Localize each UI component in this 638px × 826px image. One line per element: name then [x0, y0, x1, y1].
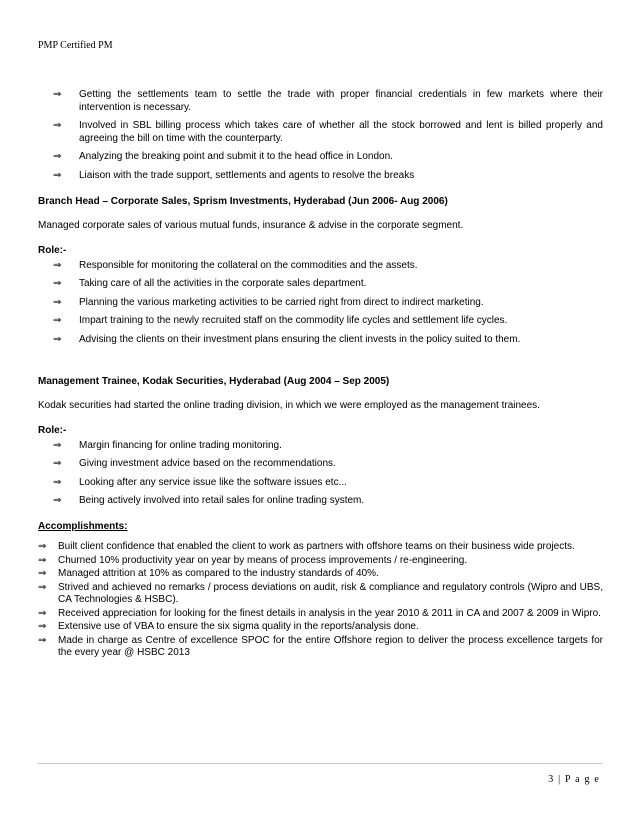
footer-divider [38, 763, 603, 764]
list-item: ⇒ Extensive use of VBA to ensure the six sigma quality in the reports/analysis done. [38, 621, 419, 632]
list-item: ⇒ Margin financing for online trading monitoring. [53, 439, 282, 451]
list-item: ⇒ Built client confidence that enabled the client to work as partners with offshore teams on their business wide projects. [38, 541, 575, 552]
list-item: ⇒ Involved in SBL billing process which takes care of whether all the stock borrowed and lent is billed properly and agreeing the bill on time with the counterparty. [53, 120, 603, 144]
list-item: ⇒ Taking care of all the activities in the corporate sales department. [53, 278, 367, 289]
arrow-icon: ⇒ [53, 278, 62, 289]
role-list [38, 440, 603, 508]
accomplishments-label: Accomplishments: [38, 520, 128, 532]
list-item: ⇒ Advising the clients on their investment plans ensuring the client invests in the policy suited to them. [53, 333, 521, 345]
list-item: ⇒ Made in charge as Centre of excellence SPOC for the entire Offshore region to deliver the process excellence targets for the every year @ HSBC 2013 [38, 634, 603, 658]
list-item: ⇒ Being actively involved into retail sales for online trading system. [53, 495, 365, 506]
arrow-icon: ⇒ [38, 568, 47, 579]
arrow-icon: ⇒ [38, 607, 47, 619]
list-item: ⇒ Received appreciation for looking for the finest details in analysis in the year 2010 & 2011 in CA and 2007 & 2009 in Wipro. [38, 607, 601, 619]
list-item: ⇒ Giving investment advice based on the recommendations. [53, 458, 336, 469]
intro-bullet-list [38, 89, 603, 182]
arrow-icon: ⇒ [53, 458, 62, 469]
list-item: ⇒ Strived and achieved no remarks / process deviations on audit, risk & compliance and regulatory controls (Wipro and UBS, CA Technologies & HSBC). [38, 581, 603, 605]
page-header: PMP Certified PM [38, 40, 113, 51]
list-item: ⇒ Getting the settlements team to settle the trade with proper financial credentials in few markets where their intervention is necessary. [53, 89, 603, 113]
list-item: ⇒ Churned 10% productivity year on year by means of process improvements / re-engineering. [38, 554, 468, 566]
accomplishments-list [38, 541, 603, 660]
arrow-icon: ⇒ [53, 495, 62, 506]
arrow-icon: ⇒ [53, 151, 62, 162]
arrow-icon: ⇒ [38, 541, 47, 552]
arrow-icon: ⇒ [38, 554, 47, 566]
arrow-icon: ⇒ [53, 259, 62, 271]
arrow-icon: ⇒ [53, 120, 62, 131]
list-item: ⇒ Liaison with the trade support, settlements and agents to resolve the breaks [53, 169, 415, 181]
list-item: ⇒ Responsible for monitoring the collateral on the commodities and the assets. [53, 259, 418, 271]
role-label: Role:- [38, 245, 67, 256]
page-number: 3 | P a g e [548, 774, 600, 785]
arrow-icon: ⇒ [53, 296, 62, 308]
arrow-icon: ⇒ [38, 581, 47, 593]
arrow-icon: ⇒ [53, 476, 62, 488]
arrow-icon: ⇒ [53, 169, 62, 181]
arrow-icon: ⇒ [53, 315, 62, 326]
list-item: ⇒ Managed attrition at 10% as compared to the industry standards of 40%. [38, 568, 379, 579]
arrow-icon: ⇒ [38, 621, 47, 632]
arrow-icon: ⇒ [53, 439, 62, 451]
arrow-icon: ⇒ [53, 89, 62, 100]
job-description: Kodak securities had started the online trading division, in which we were employed as the management trainees. [38, 399, 540, 411]
list-item: ⇒ Impart training to the newly recruited staff on the commodity life cycles and settlement life cycles. [53, 315, 508, 326]
arrow-icon: ⇒ [38, 634, 47, 646]
resume-content [38, 89, 603, 661]
role-list [38, 260, 603, 347]
role-label: Role:- [38, 425, 67, 436]
job-heading: Branch Head – Corporate Sales, Sprism Investments, Hyderabad (Jun 2006- Aug 2006) [38, 196, 448, 207]
list-item: ⇒ Planning the various marketing activities to be carried right from direct to indirect marketing. [53, 296, 484, 308]
list-item: ⇒ Analyzing the breaking point and submit it to the head office in London. [53, 151, 393, 162]
list-item: ⇒ Looking after any service issue like the software issues etc... [53, 476, 347, 488]
arrow-icon: ⇒ [53, 333, 62, 345]
job-description: Managed corporate sales of various mutual funds, insurance & advise in the corporate segment. [38, 219, 464, 231]
job-heading: Management Trainee, Kodak Securities, Hyderabad (Aug 2004 – Sep 2005) [38, 376, 390, 387]
